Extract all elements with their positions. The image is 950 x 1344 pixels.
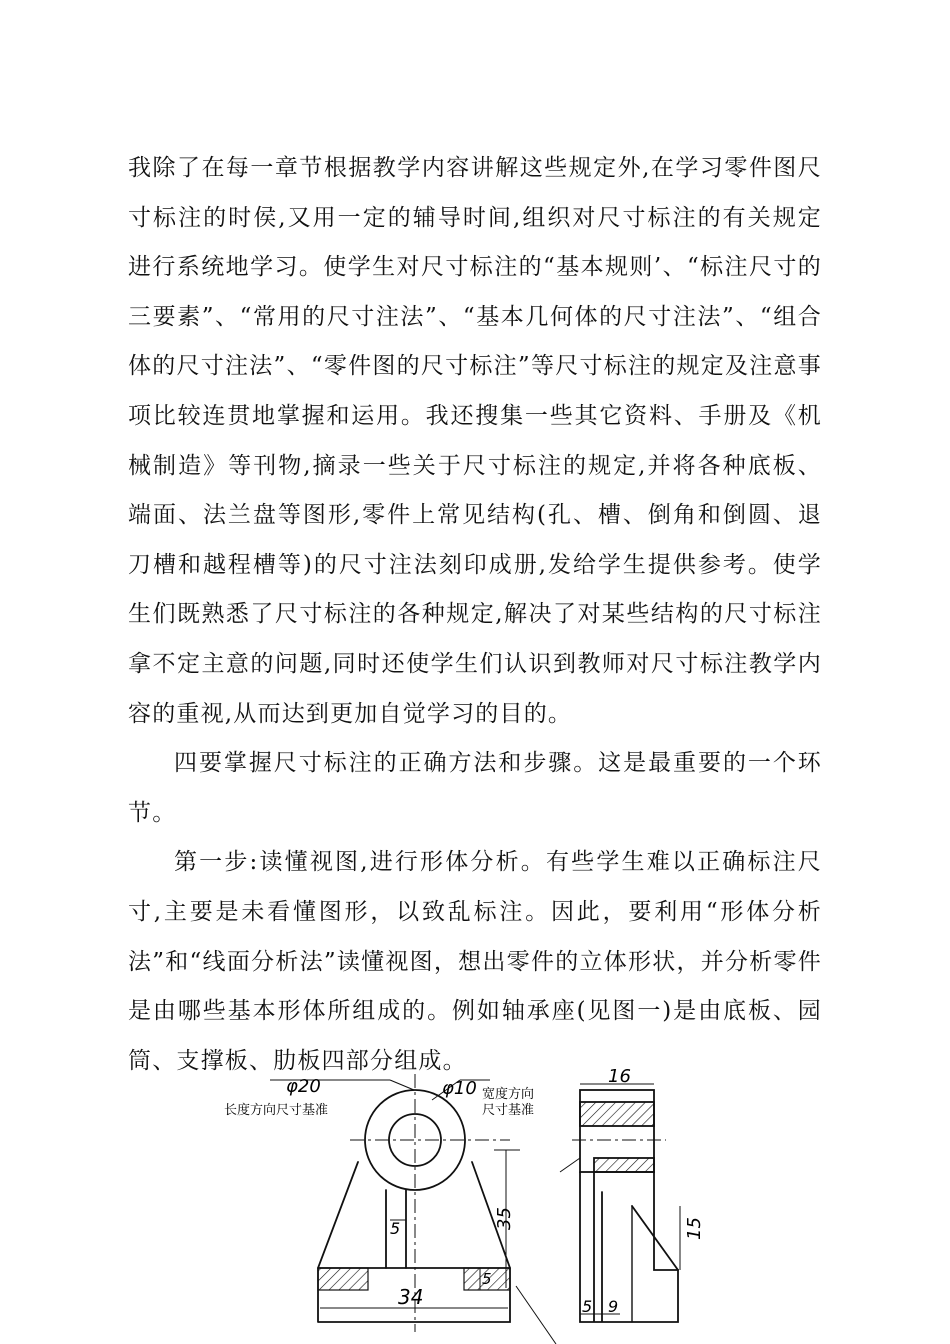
dim-phi20: φ20: [286, 1076, 321, 1097]
dim-phi10: φ10: [442, 1078, 477, 1099]
paragraph-2: 四要掌握尺寸标注的正确方法和步骤。这是最重要的一个环节。: [128, 750, 822, 826]
bearing-seat-drawing: [210, 1062, 730, 1344]
dim-5-top: 5: [390, 1219, 401, 1238]
paragraph-1: 我除了在每一章节根据教学内容讲解这些规定外,在学习零件图尺寸标注的时侯,又用一定的辅导时间,组织对尺寸标注的有关规定进行系统地学习。使学生对尺寸标注的“基本规则’、“标注尺寸的三要素”、“常用的尺寸注法”、“基本几何体的尺寸注法”、“组合体的尺寸注法”、“零件图的尺寸标注”等尺寸标注的规定及注意事项比较连贯地掌握和运用。我还搜集一些其它资料、手册及《机械制造》等刊物,摘录一些关于尺寸标注的规定,并将各种底板、端面、法兰盘等图形,零件上常见结构(孔、槽、倒角和倒圆、退刀槽和越程槽等)的尺寸注法刻印成册,发给学生提供参考。使学生们既熟悉了尺寸标注的各种规定,解决了对某些结构的尺寸标注拿不定主意的问题,同时还使学生们认识到教师对尺寸标注教学内容的重视,从而达到更加自觉学习的目的。: [128, 155, 822, 727]
label-width-datum-line1: 宽度方向: [482, 1087, 535, 1102]
dim-9: 9: [608, 1297, 619, 1316]
drawing-canvas: [210, 1062, 730, 1344]
dim-5-bottom: 5: [582, 1297, 593, 1316]
dim-5-side: 5: [482, 1270, 492, 1288]
side-view-body: [580, 1172, 678, 1322]
dim-16: 16: [608, 1066, 631, 1087]
paragraph-3: 第一步:读懂视图,进行形体分析。有些学生难以正确标注尺寸,主要是未看懂图形，以致乱标注。因此，要利用“形体分析法”和“线面分析法”读懂视图，想出零件的立体形状，并分析零件是由哪些基本形体所组成的。例如轴承座(见图一)是由底板、园筒、支撑板、肋板四部分组成。: [128, 849, 822, 1074]
label-length-datum: 长度方向尺寸基准: [224, 1103, 329, 1118]
dim-15: 15: [684, 1217, 705, 1240]
label-width-datum-line2: 尺寸基准: [482, 1103, 535, 1118]
dim-34: 34: [398, 1285, 424, 1309]
body-text: [128, 144, 822, 1086]
dim-35: 35: [494, 1207, 515, 1230]
